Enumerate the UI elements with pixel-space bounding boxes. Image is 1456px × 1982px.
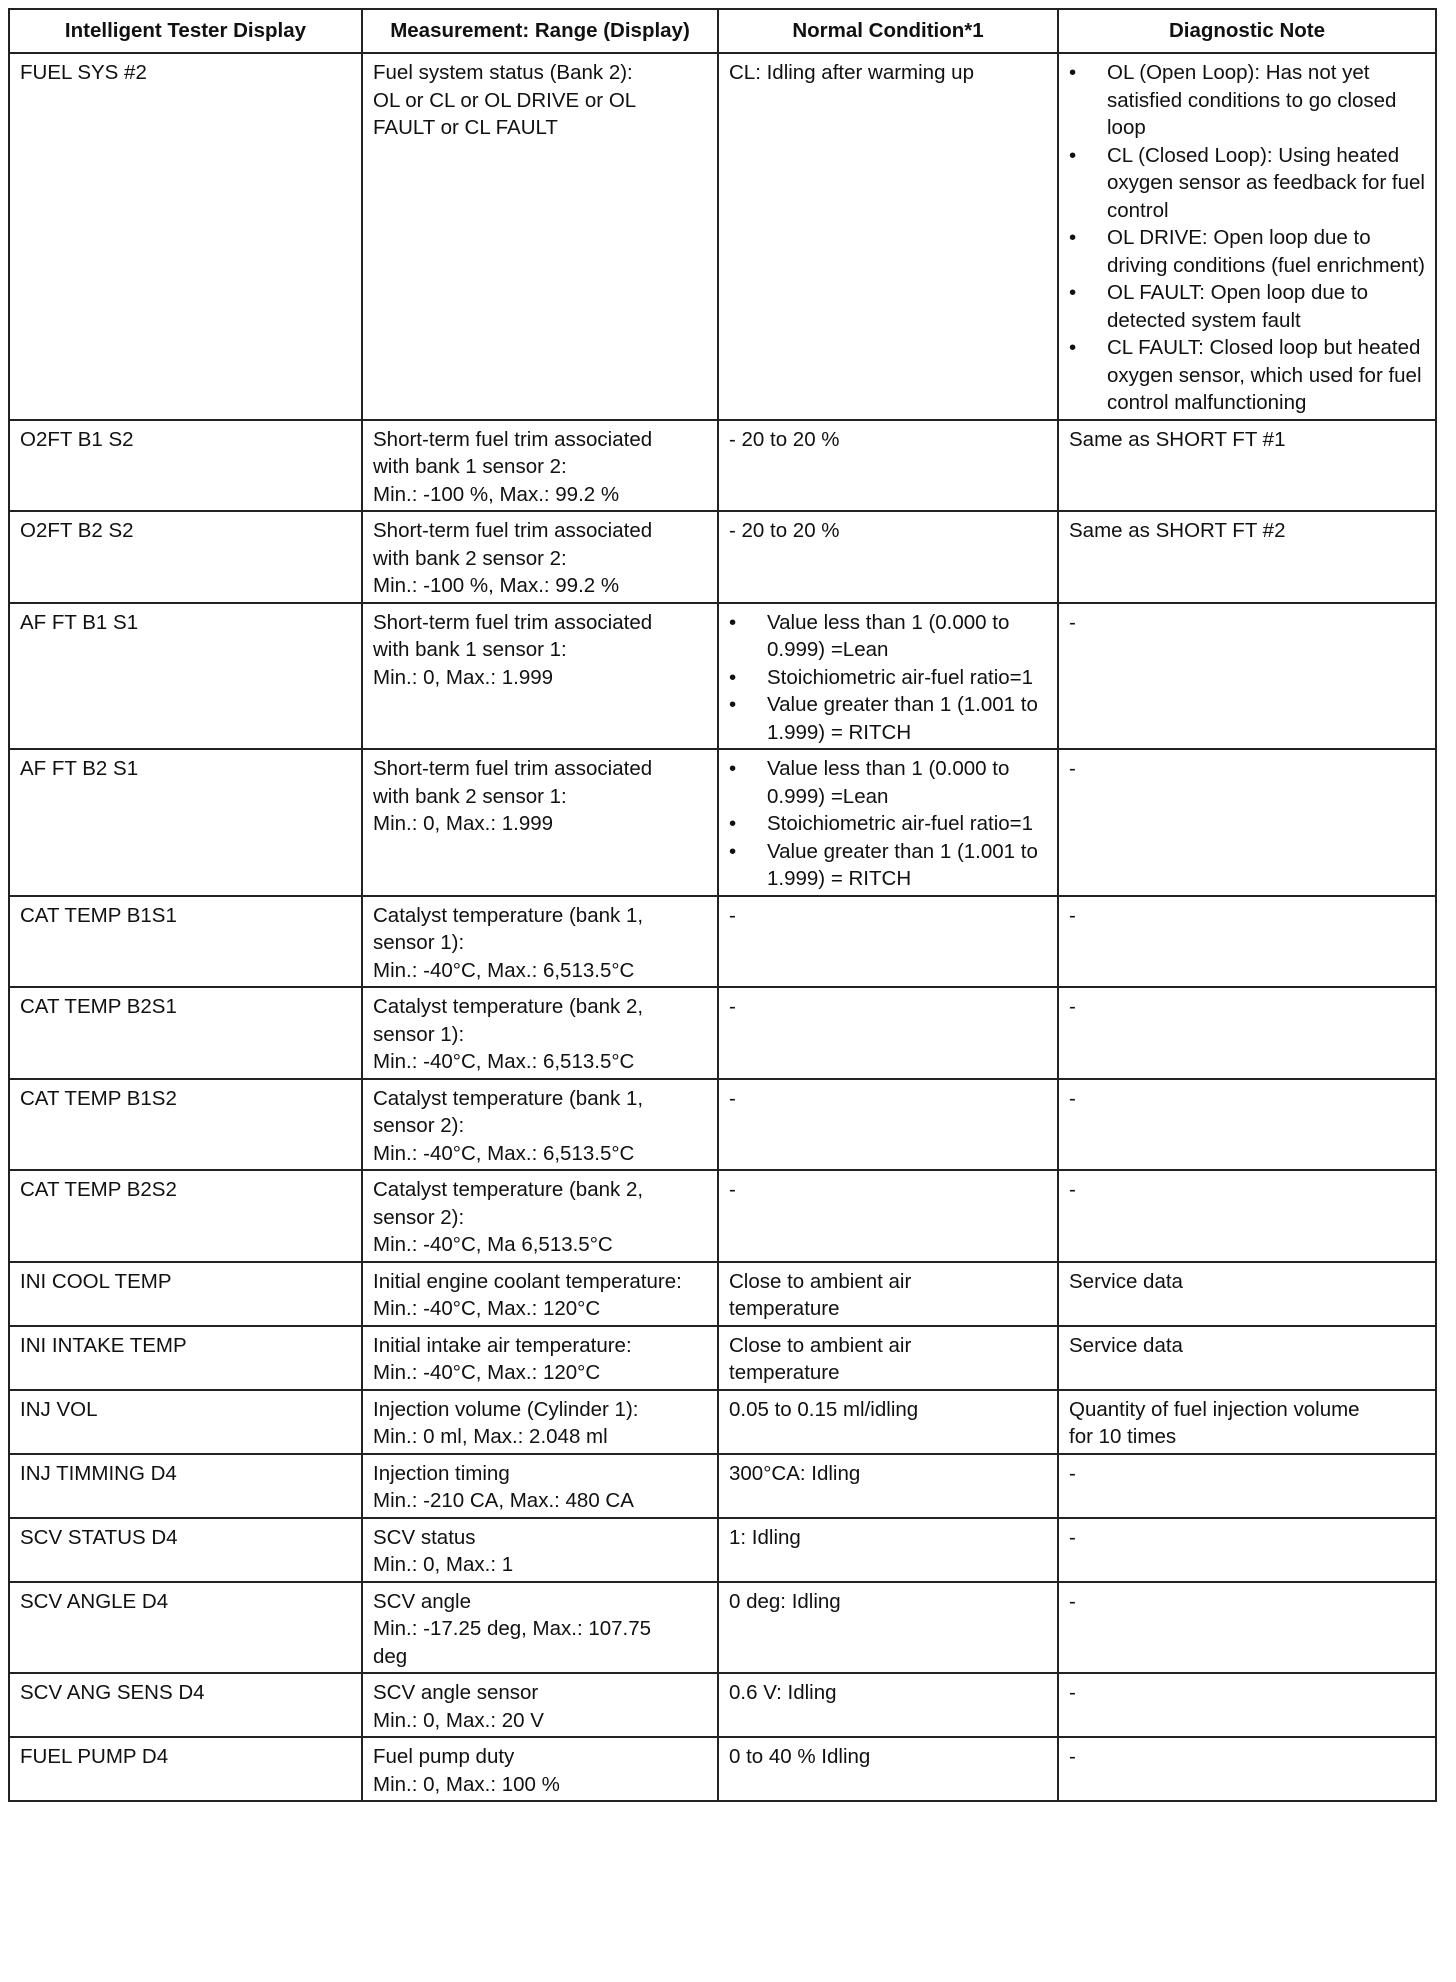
cell-tester-display: SCV ANGLE D4 [9,1582,362,1674]
header-normal-condition: Normal Condition*1 [718,9,1058,53]
bullet-item: • Stoichiometric air-fuel ratio=1 [729,664,1047,692]
cell-line: - [1069,1461,1076,1485]
cell-line: - [1069,903,1076,927]
table-row [9,603,1436,750]
cell-line: - [1069,1086,1076,1110]
cell-line: CL: Idling after warming up [729,61,974,84]
cell-normal-condition [718,1582,1058,1674]
cell-line: sensor 1): [373,931,465,954]
cell-tester-display: AF FT B2 S1 [9,749,362,896]
cell-tester-display: INI INTAKE TEMP [9,1326,362,1390]
table-row [9,1518,1436,1582]
cell-line: temperature [729,1297,840,1320]
cell-normal-condition [718,1262,1058,1326]
data-list-sheet [8,8,1435,1802]
cell-tester-display: INJ VOL [9,1390,362,1454]
cell-line: Short-term fuel trim associated [373,427,653,451]
cell-diagnostic-note [1058,987,1436,1079]
cell-diagnostic-note [1058,511,1436,603]
cell-tester-display: SCV STATUS D4 [9,1518,362,1582]
cell-normal-condition [718,1390,1058,1454]
cell-measurement-range [362,1454,718,1518]
table-row [9,1262,1436,1326]
cell-measurement-range [362,511,718,603]
table-row [9,896,1436,988]
cell-line: Initial intake air temperature: [373,1333,632,1357]
table-row [9,749,1436,896]
cell-line: FAULT or CL FAULT [373,116,558,139]
cell-line: with bank 2 sensor 1: [373,784,567,808]
cell-line: with bank 1 sensor 2: [373,455,567,478]
cell-line: temperature [729,1361,840,1384]
cell-line: - [1069,1525,1076,1549]
cell-line: Initial engine coolant temperature: [373,1269,682,1293]
cell-line: Min.: -40°C, Ma 6,513.5°C [373,1233,613,1256]
cell-measurement-range [362,749,718,896]
cell-tester-display: SCV ANG SENS D4 [9,1673,362,1737]
cell-diagnostic-note [1058,896,1436,988]
cell-tester-display: O2FT B2 S2 [9,511,362,603]
cell-measurement-range [362,1518,718,1582]
cell-normal-condition [718,987,1058,1079]
cell-line: Quantity of fuel injection volume [1069,1397,1360,1421]
cell-line: - 20 to 20 % [729,427,840,451]
cell-line: sensor 2): [373,1114,465,1137]
cell-line: Short-term fuel trim associated [373,757,653,780]
cell-line: Min.: -40°C, Max.: 120°C [373,1297,601,1320]
cell-line: Min.: -40°C, Max.: 120°C [373,1361,601,1384]
cell-line: Fuel pump duty [373,1745,515,1768]
table-row [9,420,1436,512]
cell-diagnostic-note [1058,1262,1436,1326]
bullet-item: • CL (Closed Loop): Using heated oxygen sensor as feedback for fuel control [1069,142,1425,225]
cell-line: SCV angle sensor [373,1681,539,1704]
cell-diagnostic-note [1058,1326,1436,1390]
table-row [9,1326,1436,1390]
cell-diagnostic-note [1058,53,1436,420]
cell-tester-display: CAT TEMP B1S1 [9,896,362,988]
cell-line: - [1069,1178,1076,1201]
table-header [9,9,1436,53]
cell-line: - [729,1086,736,1110]
cell-line: with bank 1 sensor 1: [373,638,567,661]
cell-normal-condition [718,1079,1058,1171]
table-row [9,1673,1436,1737]
cell-tester-display: CAT TEMP B2S1 [9,987,362,1079]
bullet-item: • OL (Open Loop): Has not yet satisfied conditions to go closed loop [1069,59,1425,142]
cell-line: - [729,995,736,1018]
cell-measurement-range [362,987,718,1079]
cell-line: - [1069,1745,1076,1768]
bullet-item: • OL DRIVE: Open loop due to driving conditions (fuel enrichment) [1069,224,1425,279]
cell-line: Same as SHORT FT #1 [1069,427,1286,451]
diagnostic-note-list [1069,59,1425,417]
cell-line: Service data [1069,1333,1183,1357]
cell-diagnostic-note [1058,1079,1436,1171]
cell-measurement-range [362,1673,718,1737]
cell-measurement-range [362,896,718,988]
cell-line: Min.: 0, Max.: 20 V [373,1708,544,1732]
cell-line: Min.: 0, Max.: 1 [373,1553,514,1576]
cell-line: Close to ambient air [729,1333,912,1357]
cell-normal-condition [718,511,1058,603]
cell-diagnostic-note [1058,1454,1436,1518]
cell-diagnostic-note [1058,1170,1436,1262]
cell-diagnostic-note [1058,1582,1436,1674]
cell-line: Min.: 0, Max.: 100 % [373,1772,560,1796]
cell-line: 0.6 V: Idling [729,1681,837,1704]
table-row [9,1079,1436,1171]
cell-line: Catalyst temperature (bank 2, [373,1178,644,1201]
cell-tester-display: CAT TEMP B2S2 [9,1170,362,1262]
table-row [9,511,1436,603]
cell-line: Catalyst temperature (bank 1, [373,1086,644,1110]
bullet-item: • Value less than 1 (0.000 to 0.999) =Lean [729,755,1047,810]
cell-normal-condition [718,1454,1058,1518]
cell-line: - [1069,610,1076,634]
normal-condition-list [729,755,1047,893]
cell-line: 300°CA: Idling [729,1461,861,1485]
cell-line: Min.: -210 CA, Max.: 480 CA [373,1489,634,1512]
cell-measurement-range [362,603,718,750]
cell-line: Fuel system status (Bank 2): [373,61,633,84]
cell-line: - [729,903,736,927]
bullet-item: • Value greater than 1 (1.001 to 1.999) = RITCH [729,691,1047,746]
cell-normal-condition [718,1326,1058,1390]
cell-normal-condition [718,603,1058,750]
cell-line: Close to ambient air [729,1269,912,1293]
cell-measurement-range [362,420,718,512]
cell-line: - [1069,1681,1076,1704]
cell-measurement-range [362,1170,718,1262]
cell-normal-condition [718,1673,1058,1737]
cell-line: Min.: -40°C, Max.: 6,513.5°C [373,1141,635,1165]
bullet-item: • OL FAULT: Open loop due to detected system fault [1069,279,1425,334]
table-row [9,1390,1436,1454]
header-measurement-range: Measurement: Range (Display) [362,9,718,53]
cell-line: - [1069,995,1076,1018]
cell-normal-condition [718,420,1058,512]
table-row [9,1582,1436,1674]
cell-tester-display: INI COOL TEMP [9,1262,362,1326]
cell-measurement-range [362,1582,718,1674]
table-row [9,1170,1436,1262]
cell-line: Min.: -100 %, Max.: 99.2 % [373,574,620,597]
cell-line: Min.: -17.25 deg, Max.: 107.75 [373,1617,652,1640]
cell-line: - [1069,757,1076,780]
cell-line: OL or CL or OL DRIVE or OL [373,88,637,112]
cell-line: - 20 to 20 % [729,519,840,542]
cell-line: 0 to 40 % Idling [729,1745,871,1768]
cell-tester-display: INJ TIMMING D4 [9,1454,362,1518]
cell-tester-display: AF FT B1 S1 [9,603,362,750]
cell-line: Min.: -40°C, Max.: 6,513.5°C [373,1050,635,1073]
cell-measurement-range [362,1390,718,1454]
cell-line: Same as SHORT FT #2 [1069,519,1286,542]
cell-line: 0 deg: Idling [729,1589,841,1613]
cell-line: Min.: 0, Max.: 1.999 [373,665,554,689]
cell-tester-display: O2FT B1 S2 [9,420,362,512]
header-row [9,9,1436,53]
cell-line: Short-term fuel trim associated [373,610,653,634]
bullet-item: • Stoichiometric air-fuel ratio=1 [729,810,1047,838]
cell-line: Min.: 0 ml, Max.: 2.048 ml [373,1425,608,1448]
bullet-item: • Value greater than 1 (1.001 to 1.999) = RITCH [729,838,1047,893]
cell-line: Service data [1069,1269,1183,1293]
cell-line: Catalyst temperature (bank 1, [373,903,644,927]
cell-line: for 10 times [1069,1425,1177,1448]
cell-line: sensor 1): [373,1022,465,1046]
cell-line: Catalyst temperature (bank 2, [373,995,644,1018]
cell-measurement-range [362,1326,718,1390]
cell-line: Min.: -40°C, Max.: 6,513.5°C [373,958,635,982]
cell-line: - [729,1178,736,1201]
cell-line: SCV angle [373,1589,472,1613]
data-list-table [8,8,1437,1802]
cell-line: SCV status [373,1525,476,1549]
cell-diagnostic-note [1058,1390,1436,1454]
table-row [9,53,1436,420]
header-diagnostic-note: Diagnostic Note [1058,9,1436,53]
cell-normal-condition [718,1170,1058,1262]
cell-line: Short-term fuel trim associated [373,519,653,542]
cell-line: with bank 2 sensor 2: [373,546,567,570]
cell-line: 0.05 to 0.15 ml/idling [729,1397,919,1421]
cell-line: Injection volume (Cylinder 1): [373,1397,639,1421]
header-tester-display: Intelligent Tester Display [9,9,362,53]
table-row [9,1454,1436,1518]
cell-line: Min.: 0, Max.: 1.999 [373,812,554,835]
cell-line: Min.: -100 %, Max.: 99.2 % [373,482,620,506]
cell-measurement-range [362,1079,718,1171]
cell-diagnostic-note [1058,420,1436,512]
cell-diagnostic-note [1058,749,1436,896]
cell-normal-condition [718,749,1058,896]
bullet-item: • CL FAULT: Closed loop but heated oxygen sensor, which used for fuel control malfunctioning [1069,334,1425,417]
cell-diagnostic-note [1058,603,1436,750]
cell-line: deg [373,1644,408,1668]
cell-diagnostic-note [1058,1518,1436,1582]
cell-diagnostic-note [1058,1673,1436,1737]
cell-measurement-range [362,1737,718,1801]
normal-condition-list [729,609,1047,747]
bullet-item: • Value less than 1 (0.000 to 0.999) =Lean [729,609,1047,664]
cell-normal-condition [718,53,1058,420]
cell-normal-condition [718,1737,1058,1801]
table-row [9,987,1436,1079]
cell-line: sensor 2): [373,1205,465,1229]
cell-measurement-range [362,53,718,420]
cell-tester-display: FUEL PUMP D4 [9,1737,362,1801]
cell-measurement-range [362,1262,718,1326]
cell-line: 1: Idling [729,1525,801,1549]
cell-line: - [1069,1589,1076,1613]
cell-tester-display: CAT TEMP B1S2 [9,1079,362,1171]
cell-normal-condition [718,896,1058,988]
table-row [9,1737,1436,1801]
cell-tester-display: FUEL SYS #2 [9,53,362,420]
cell-line: Injection timing [373,1461,510,1485]
cell-normal-condition [718,1518,1058,1582]
cell-diagnostic-note [1058,1737,1436,1801]
table-body [9,53,1436,1801]
